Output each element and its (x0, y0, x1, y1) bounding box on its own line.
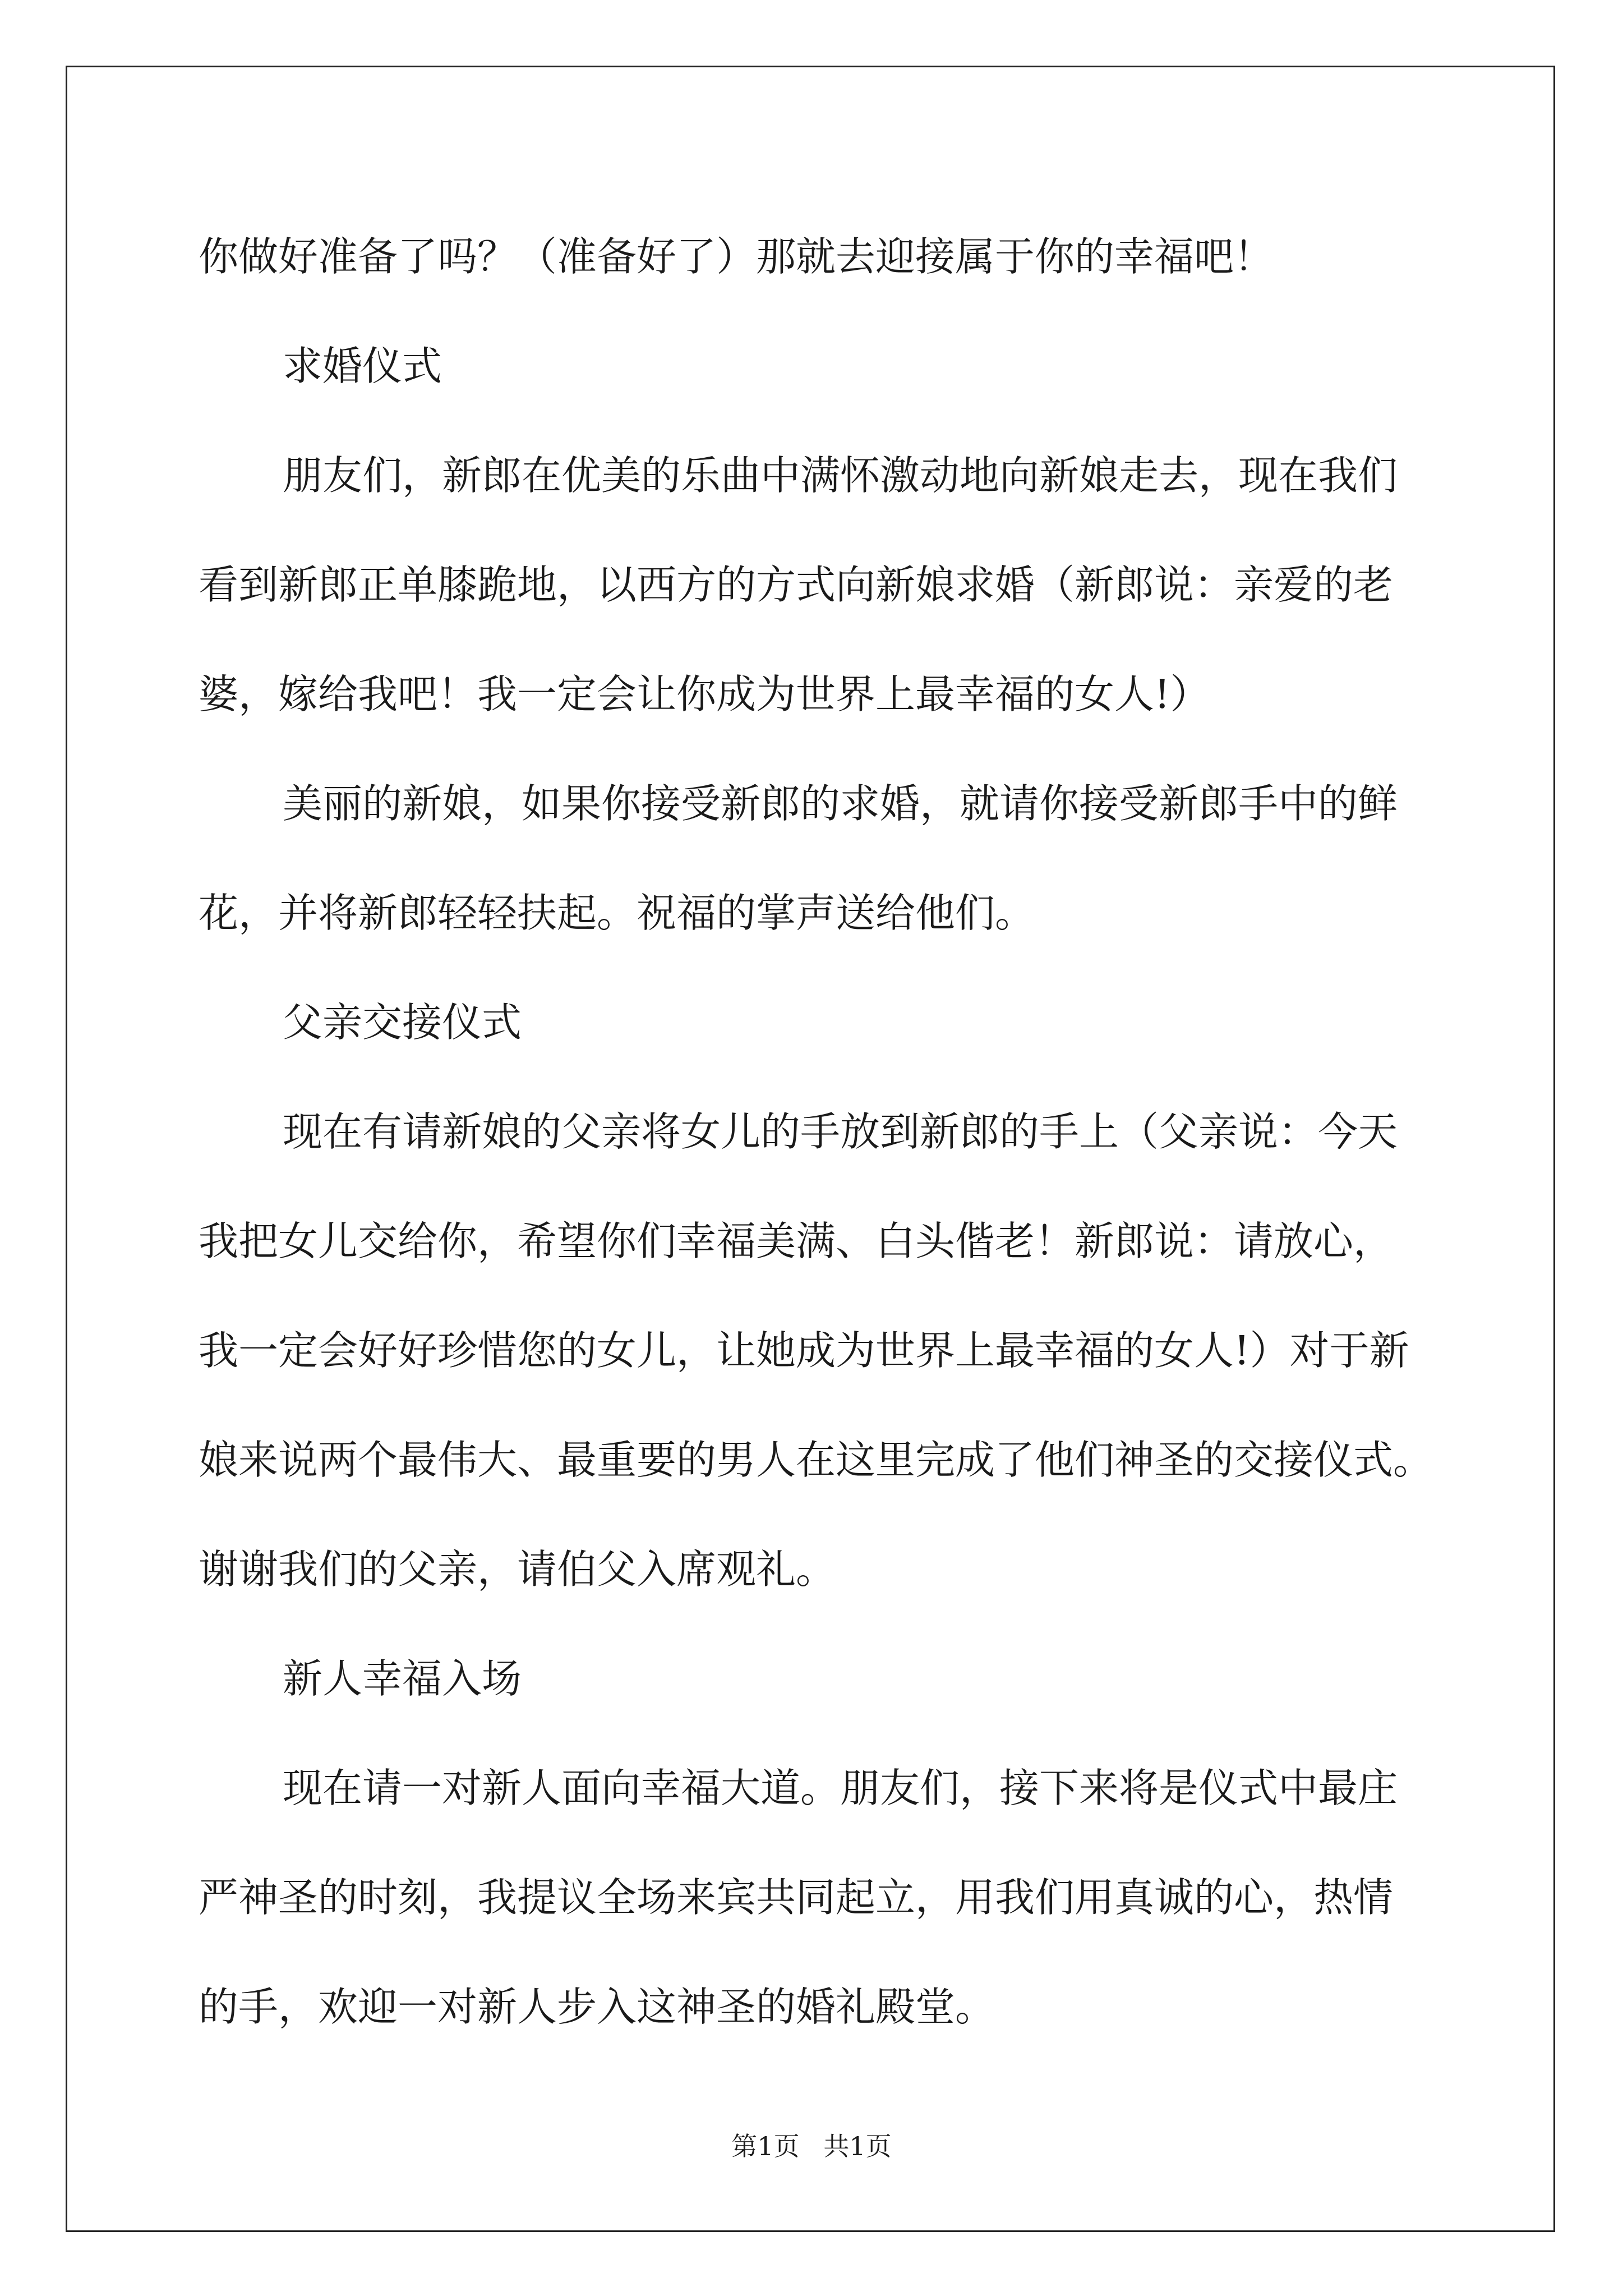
paragraph-line: 我一定会好好珍惜您的女儿，让她成为世界上最幸福的女人!）对于新 (199, 1327, 1409, 1374)
page-footer (0, 2126, 1623, 2163)
section-heading-proposal: 求婚仪式 (283, 343, 442, 389)
paragraph-line: 现在请一对新人面向幸福大道。朋友们，接下来将是仪式中最庄 (283, 1765, 1398, 1811)
section-heading-entrance: 新人幸福入场 (283, 1655, 522, 1702)
paragraph-line: 朋友们，新郎在优美的乐曲中满怀激动地向新娘走去，现在我们 (283, 452, 1398, 499)
paragraph-line: 娘来说两个最伟大、最重要的男人在这里完成了他们神圣的交接仪式。 (199, 1437, 1433, 1483)
paragraph-line: 严神圣的时刻，我提议全场来宾共同起立，用我们用真诚的心，热情 (199, 1874, 1394, 1921)
paragraph-line: 现在有请新娘的父亲将女儿的手放到新郎的手上（父亲说：今天 (283, 1108, 1398, 1155)
paragraph-line: 花，并将新郎轻轻扶起。祝福的掌声送给他们。 (199, 890, 1035, 936)
section-heading-father-handover: 父亲交接仪式 (283, 999, 522, 1046)
paragraph-line: 看到新郎正单膝跪地，以西方的方式向新娘求婚（新郎说：亲爱的老 (199, 562, 1394, 608)
paragraph-line: 谢谢我们的父亲，请伯父入席观礼。 (199, 1546, 836, 1593)
paragraph-line: 美丽的新娘，如果你接受新郎的求婚，就请你接受新郎手中的鲜 (283, 780, 1398, 827)
page-number: 第1页 (731, 2131, 800, 2161)
paragraph-line: 婆，嫁给我吧！我一定会让你成为世界上最幸福的女人!） (199, 671, 1210, 717)
document-body (199, 202, 1438, 2062)
paragraph-line: 你做好准备了吗？（准备好了）那就去迎接属于你的幸福吧！ (199, 233, 1274, 280)
total-pages: 共1页 (823, 2131, 892, 2161)
paragraph-line: 我把女儿交给你，希望你们幸福美满、白头偕老！新郎说：请放心， (199, 1218, 1394, 1264)
paragraph-line: 的手，欢迎一对新人步入这神圣的婚礼殿堂。 (199, 1984, 995, 2030)
